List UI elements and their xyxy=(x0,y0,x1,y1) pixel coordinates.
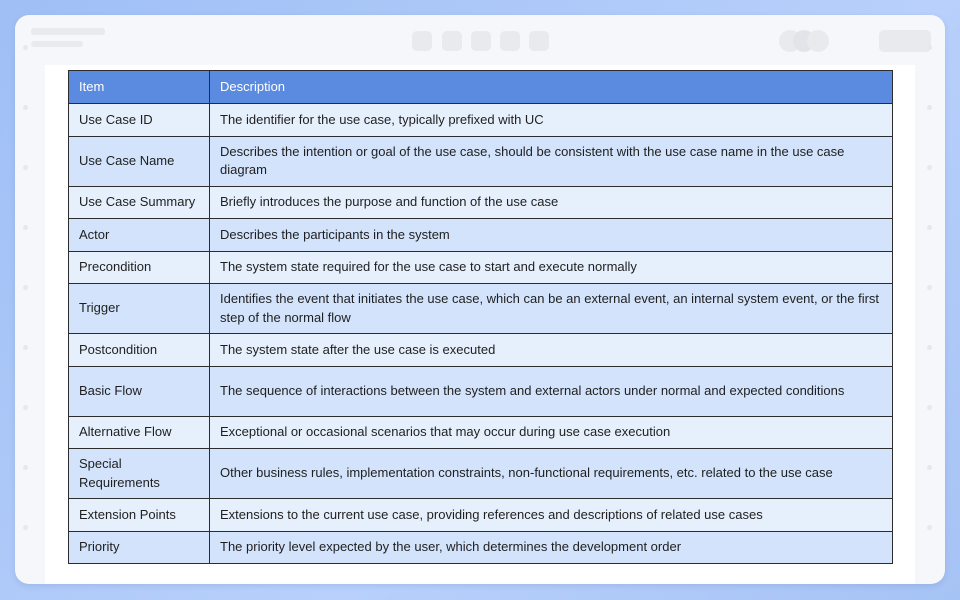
toolbar-button-2[interactable] xyxy=(442,31,462,51)
toolbar-button-5[interactable] xyxy=(529,31,549,51)
toolbar-button-3[interactable] xyxy=(471,31,491,51)
cell-item: Actor xyxy=(69,219,210,252)
table-row xyxy=(69,104,893,137)
share-button[interactable] xyxy=(879,30,931,52)
cell-item: Use Case Name xyxy=(69,136,210,186)
cell-item: Use Case Summary xyxy=(69,186,210,219)
cell-item: Precondition xyxy=(69,251,210,284)
header-item: Item xyxy=(69,71,210,104)
cell-description: Briefly introduces the purpose and function of the use case xyxy=(210,186,893,219)
cell-description: The sequence of interactions between the system and external actors under normal and expected conditions xyxy=(210,366,893,416)
table-row xyxy=(69,186,893,219)
cell-description: The system state required for the use case to start and execute normally xyxy=(210,251,893,284)
cell-item: Trigger xyxy=(69,284,210,334)
table-row xyxy=(69,366,893,416)
toolbar-button-1[interactable] xyxy=(412,31,432,51)
table-row xyxy=(69,334,893,367)
table-row xyxy=(69,449,893,499)
cell-description: Describes the participants in the system xyxy=(210,219,893,252)
top-toolbar xyxy=(15,15,945,67)
cell-item: Extension Points xyxy=(69,499,210,532)
cell-item: Use Case ID xyxy=(69,104,210,137)
use-case-table xyxy=(68,70,893,564)
cell-description: The system state after the use case is executed xyxy=(210,334,893,367)
left-grid-dots xyxy=(23,45,31,584)
table-row xyxy=(69,531,893,564)
cell-description: Identifies the event that initiates the use case, which can be an external event, an internal system event, or the first step of the normal flow xyxy=(210,284,893,334)
cell-description: Extensions to the current use case, providing references and descriptions of related use cases xyxy=(210,499,893,532)
cell-description: Exceptional or occasional scenarios that may occur during use case execution xyxy=(210,416,893,449)
cell-description: Describes the intention or goal of the use case, should be consistent with the use case name in the use case diagram xyxy=(210,136,893,186)
toolbar-button-4[interactable] xyxy=(500,31,520,51)
title-placeholder xyxy=(31,28,105,35)
table-row xyxy=(69,219,893,252)
table-row xyxy=(69,251,893,284)
cell-description: Other business rules, implementation constraints, non-functional requirements, etc. related to the use case xyxy=(210,449,893,499)
table-row xyxy=(69,416,893,449)
subtitle-placeholder xyxy=(31,41,83,47)
table-header-row xyxy=(69,71,893,104)
cell-description: The priority level expected by the user, which determines the development order xyxy=(210,531,893,564)
cell-item: Postcondition xyxy=(69,334,210,367)
table-row xyxy=(69,136,893,186)
right-grid-dots xyxy=(927,45,935,584)
table-row xyxy=(69,284,893,334)
header-description: Description xyxy=(210,71,893,104)
table-row xyxy=(69,499,893,532)
cell-item: Special Requirements xyxy=(69,449,210,499)
cell-item: Priority xyxy=(69,531,210,564)
cell-description: The identifier for the use case, typically prefixed with UC xyxy=(210,104,893,137)
cell-item: Basic Flow xyxy=(69,366,210,416)
cell-item: Alternative Flow xyxy=(69,416,210,449)
avatar-3[interactable] xyxy=(807,30,829,52)
